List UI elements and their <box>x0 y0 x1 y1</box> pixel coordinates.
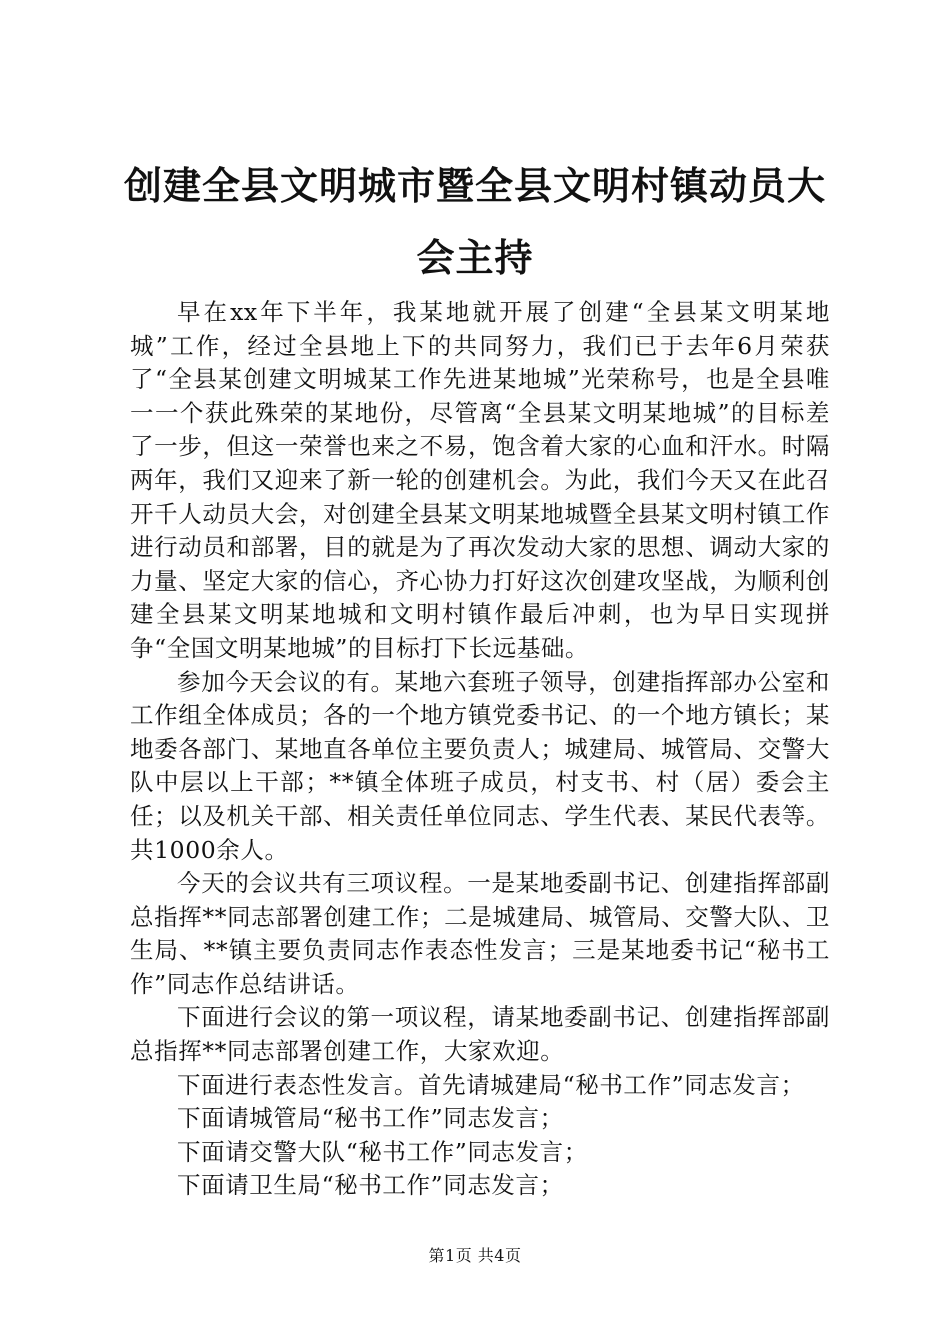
paragraph: 参加今天会议的有。某地六套班子领导，创建指挥部办公室和工作组全体成员；各的一个地方镇党委书记、的一个地方镇长；某地委各部门、某地直各单位主要负责人；城建局、城管局、交警大队中层以上干部；**镇全体班子成员，村支书、村（居）委会主任；以及机关干部、相关责任单位同志、学生代表、某民代表等。共1000余人。 <box>130 667 830 864</box>
paragraph: 今天的会议共有三项议程。一是某地委副书记、创建指挥部副总指挥**同志部署创建工作；二是城建局、城管局、交警大队、卫生局、**镇主要负责同志作表态性发言；三是某地委书记“秘书工作”同志作总结讲话。 <box>130 869 830 998</box>
paragraph: 下面请卫生局“秘书工作”同志发言； <box>177 1171 564 1200</box>
paragraph: 早在xx年下半年，我某地就开展了创建“全县某文明某地城”工作，经过全县地上下的共同努力，我们已于去年6月荣获了“全县某创建文明城某工作先进某地城”光荣称号，也是全县唯一一个获此殊荣的某地份，尽管离“全县某文明某地城”的目标差了一步，但这一荣誉也来之不易，饱含着大家的心血和汗水。时隔两年，我们又迎来了新一轮的创建机会。为此，我们今天又在此召开千人动员大会，对创建全县某文明某地城暨全县某文明村镇工作进行动员和部署，目的就是为了再次发动大家的思想、调动大家的力量、坚定大家的信心，齐心协力打好这次创建攻坚战，为顺利创建全县某文明某地城和文明村镇作最后冲刺，也为早日实现拼争“全国文明某地城”的目标打下长远基础。 <box>130 298 830 662</box>
document-body <box>130 296 830 1203</box>
paragraph: 下面请城管局“秘书工作”同志发言； <box>177 1104 564 1133</box>
paragraph: 下面进行表态性发言。首先请城建局“秘书工作”同志发言； <box>177 1070 805 1099</box>
paragraph: 下面请交警大队“秘书工作”同志发言； <box>177 1137 588 1166</box>
paragraph: 下面进行会议的第一项议程，请某地委副书记、创建指挥部副总指挥**同志部署创建工作，大家欢迎。 <box>130 1003 830 1066</box>
document-title: 创建全县文明城市暨全县文明村镇动员大会主持 <box>123 164 826 280</box>
page-number-footer: 第1页 共4页 <box>428 1246 522 1265</box>
